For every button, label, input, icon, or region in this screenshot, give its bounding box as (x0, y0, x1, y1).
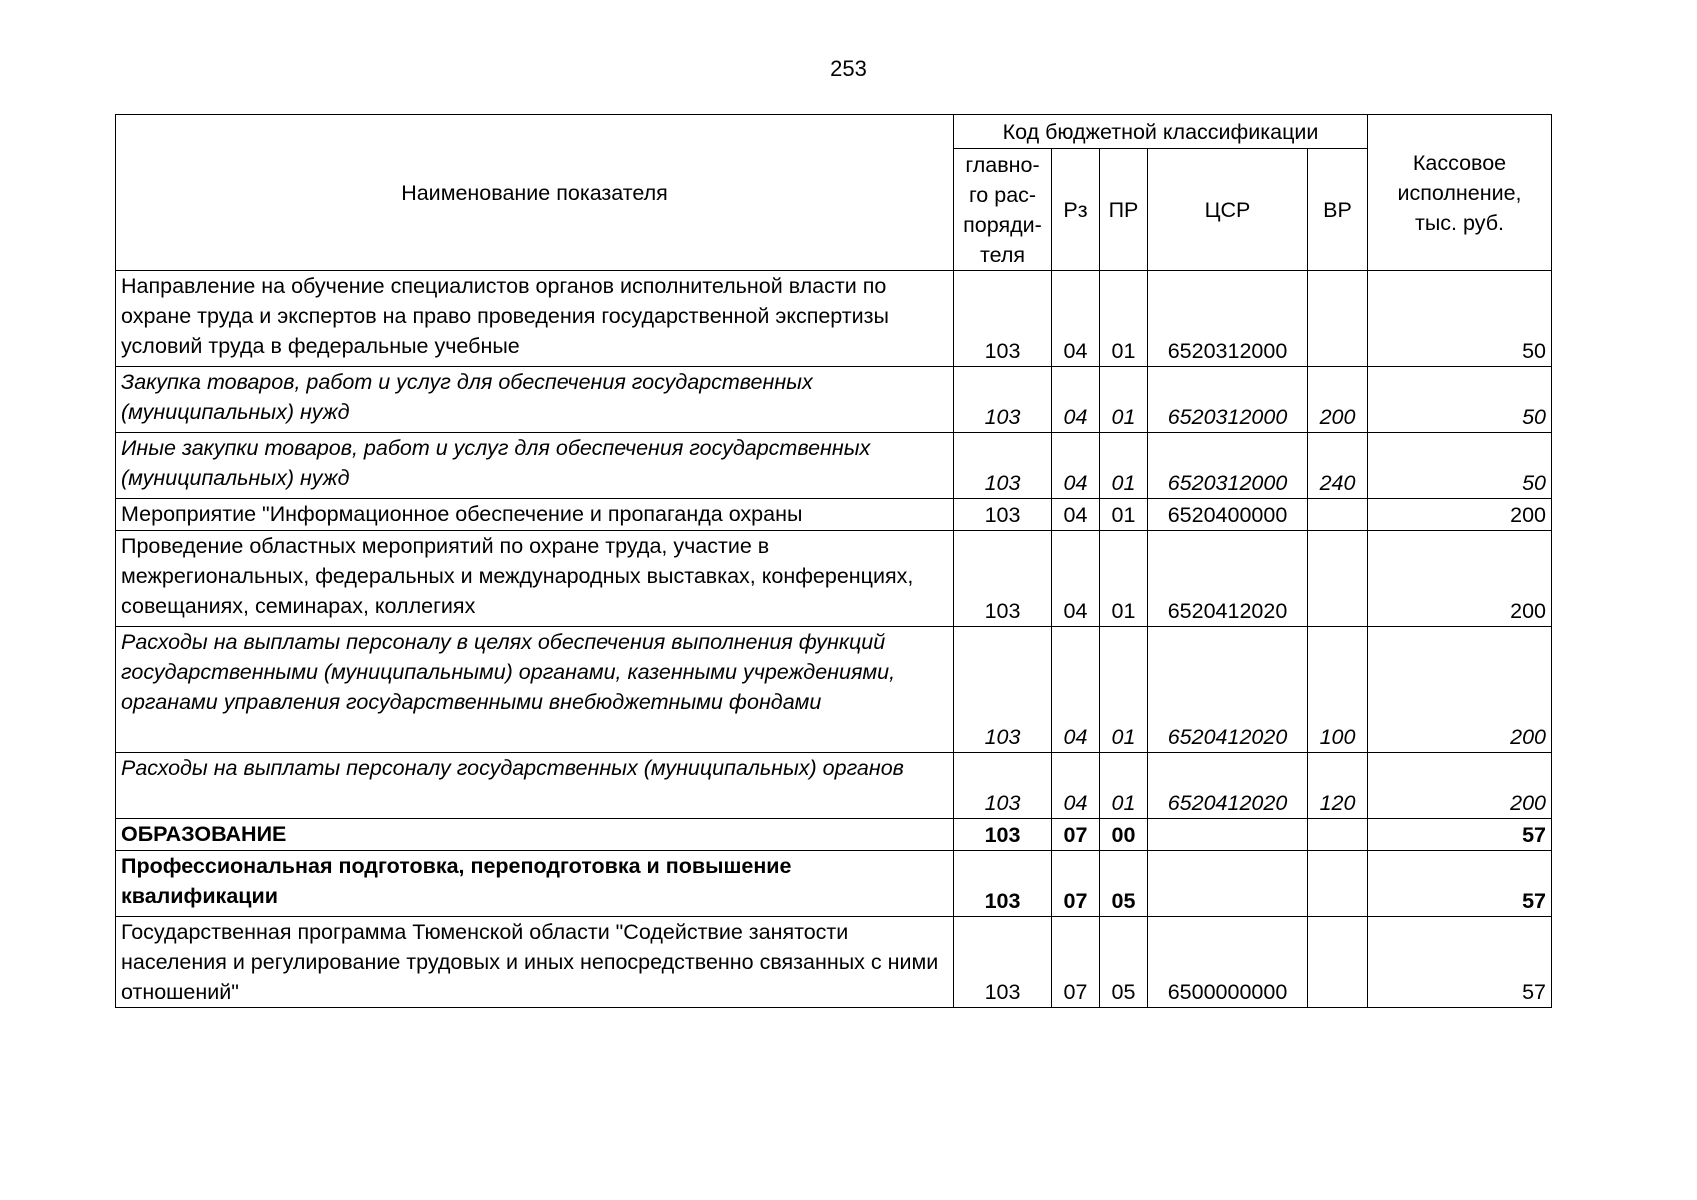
row-amount: 57 (1368, 819, 1552, 851)
row-csr-code (1148, 851, 1308, 917)
row-amount: 200 (1368, 499, 1552, 531)
row-rz-code: 04 (1052, 367, 1100, 433)
row-rz-code: 04 (1052, 433, 1100, 499)
row-rz-code: 04 (1052, 271, 1100, 367)
row-vr-code: 200 (1308, 367, 1368, 433)
row-pr-code: 05 (1100, 851, 1148, 917)
row-name: Профессиональная подготовка, переподготовка и повышение квалификации (116, 851, 954, 917)
table-row (116, 433, 1552, 499)
row-name: Расходы на выплаты персоналу государственных (муниципальных) органов (116, 753, 954, 819)
table-row (116, 917, 1552, 1008)
header-amount-line: Кассовое (1412, 150, 1507, 175)
row-amount: 200 (1368, 627, 1552, 753)
header-manager (954, 149, 1052, 271)
row-name: Направление на обучение специалистов органов исполнительной власти по охране труда и экспертов на право проведения государственной экспертизы условий труда в федеральные учебные (116, 271, 954, 367)
header-rz: Рз (1052, 149, 1100, 271)
row-name: Государственная программа Тюменской области "Содействие занятости населения и регулирование трудовых и иных непосредственно связанных с ними отношений" (116, 917, 954, 1008)
row-rz-code: 07 (1052, 819, 1100, 851)
row-csr-code: 6520412020 (1148, 627, 1308, 753)
row-rz-code: 04 (1052, 753, 1100, 819)
row-manager-code: 103 (954, 819, 1052, 851)
row-manager-code: 103 (954, 531, 1052, 627)
header-amount (1368, 115, 1552, 271)
row-name: Закупка товаров, работ и услуг для обеспечения государственных (муниципальных) нужд (116, 367, 954, 433)
row-amount: 57 (1368, 917, 1552, 1008)
header-name: Наименование показателя (116, 115, 954, 271)
row-amount: 50 (1368, 433, 1552, 499)
row-vr-code (1308, 499, 1368, 531)
row-pr-code: 01 (1100, 367, 1148, 433)
table-body (116, 271, 1552, 1008)
row-pr-code: 01 (1100, 627, 1148, 753)
row-name: Иные закупки товаров, работ и услуг для обеспечения государственных (муниципальных) нужд (116, 433, 954, 499)
table-row (116, 851, 1552, 917)
row-manager-code: 103 (954, 367, 1052, 433)
table-row (116, 499, 1552, 531)
row-pr-code: 05 (1100, 917, 1148, 1008)
header-manager-line: теля (979, 242, 1026, 267)
row-manager-code: 103 (954, 433, 1052, 499)
row-name: Мероприятие "Информационное обеспечение и пропаганда охраны (116, 499, 954, 531)
row-vr-code: 100 (1308, 627, 1368, 753)
row-manager-code: 103 (954, 851, 1052, 917)
row-manager-code: 103 (954, 271, 1052, 367)
row-manager-code: 103 (954, 917, 1052, 1008)
row-pr-code: 01 (1100, 531, 1148, 627)
row-csr-code: 6520312000 (1148, 433, 1308, 499)
row-csr-code: 6500000000 (1148, 917, 1308, 1008)
row-rz-code: 04 (1052, 627, 1100, 753)
row-manager-code: 103 (954, 499, 1052, 531)
header-budget-code-group: Код бюджетной классификации (954, 115, 1368, 149)
table-row (116, 531, 1552, 627)
header-amount-line: тыс. руб. (1415, 210, 1504, 235)
row-pr-code: 01 (1100, 753, 1148, 819)
row-pr-code: 00 (1100, 819, 1148, 851)
row-vr-code (1308, 851, 1368, 917)
row-rz-code: 04 (1052, 499, 1100, 531)
row-amount: 50 (1368, 367, 1552, 433)
header-manager-line: поряди- (963, 212, 1042, 237)
row-vr-code (1308, 531, 1368, 627)
row-vr-code: 120 (1308, 753, 1368, 819)
row-rz-code: 07 (1052, 917, 1100, 1008)
row-vr-code: 240 (1308, 433, 1368, 499)
row-pr-code: 01 (1100, 433, 1148, 499)
row-csr-code: 6520412020 (1148, 531, 1308, 627)
budget-table (115, 114, 1552, 1008)
row-manager-code: 103 (954, 753, 1052, 819)
row-vr-code (1308, 271, 1368, 367)
row-csr-code: 6520312000 (1148, 367, 1308, 433)
row-rz-code: 04 (1052, 531, 1100, 627)
row-rz-code: 07 (1052, 851, 1100, 917)
row-name: Расходы на выплаты персоналу в целях обеспечения выполнения функций государственными (муниципальными) органами, казенными учреждениями, органами управления государственными внебюджетными фондами (116, 627, 954, 753)
table-row (116, 271, 1552, 367)
row-csr-code (1148, 819, 1308, 851)
table-row (116, 753, 1552, 819)
table-header (116, 115, 1552, 271)
row-name: Проведение областных мероприятий по охране труда, участие в межрегиональных, федеральных и международных выставках, конференциях, совещаниях, семинарах, коллегиях (116, 531, 954, 627)
header-manager-line: го рас- (968, 182, 1037, 207)
header-amount-line: исполнение, (1397, 180, 1522, 205)
row-amount: 200 (1368, 531, 1552, 627)
table-row (116, 819, 1552, 851)
row-csr-code: 6520412020 (1148, 753, 1308, 819)
row-pr-code: 01 (1100, 271, 1148, 367)
table-row (116, 367, 1552, 433)
row-vr-code (1308, 917, 1368, 1008)
table-row (116, 627, 1552, 753)
header-csr: ЦСР (1148, 149, 1308, 271)
row-amount: 200 (1368, 753, 1552, 819)
header-vr: ВР (1308, 149, 1368, 271)
row-manager-code: 103 (954, 627, 1052, 753)
header-manager-line: главно- (965, 152, 1040, 177)
header-pr: ПР (1100, 149, 1148, 271)
row-pr-code: 01 (1100, 499, 1148, 531)
row-amount: 50 (1368, 271, 1552, 367)
row-csr-code: 6520400000 (1148, 499, 1308, 531)
row-csr-code: 6520312000 (1148, 271, 1308, 367)
row-name: ОБРАЗОВАНИЕ (116, 819, 954, 851)
page-number: 253 (830, 56, 867, 81)
row-amount: 57 (1368, 851, 1552, 917)
row-vr-code (1308, 819, 1368, 851)
